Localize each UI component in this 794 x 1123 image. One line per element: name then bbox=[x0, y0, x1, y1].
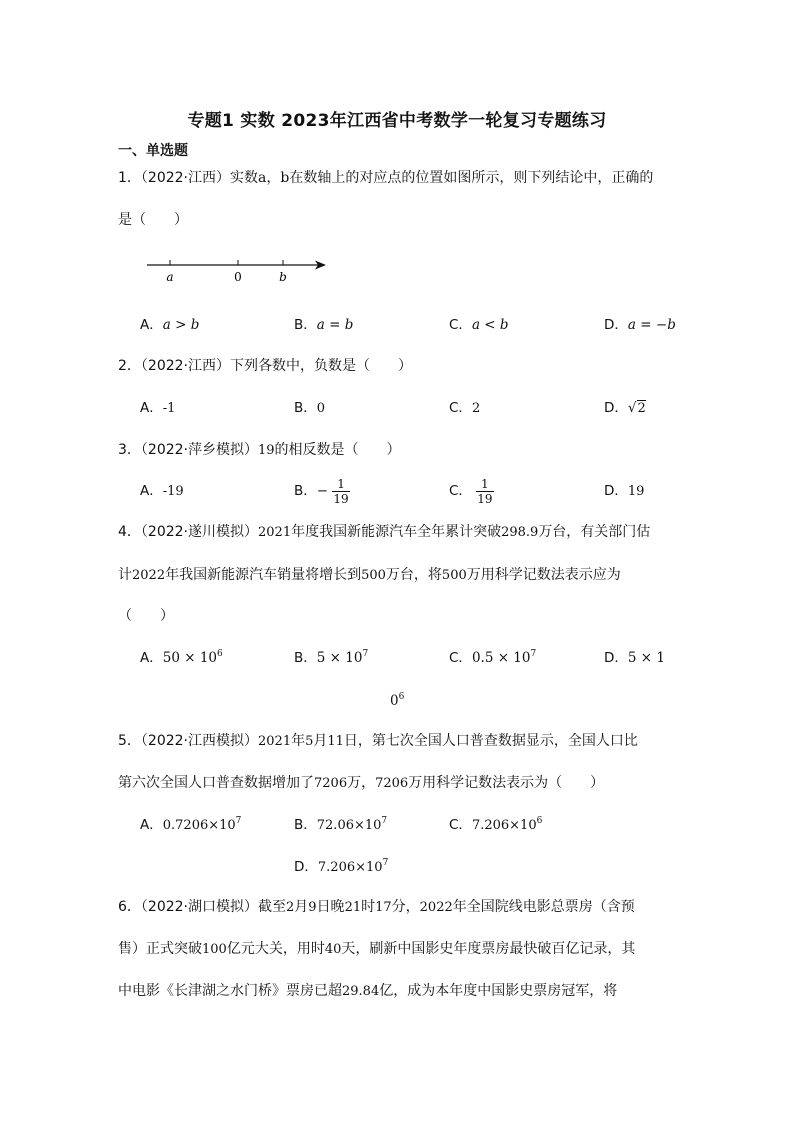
question-6-line-3: 中电影《长津湖之水门桥》票房已超29.84亿，成为本年度中国影史票房冠军，将 bbox=[118, 983, 618, 999]
q1-option-a[interactable]: A．a > b bbox=[140, 317, 200, 333]
q3-option-d[interactable]: D．19 bbox=[604, 483, 645, 499]
q2-option-c[interactable]: C．2 bbox=[449, 400, 481, 416]
question-6-line-2: 售）正式突破100亿元大关，用时40天，刷新中国影史年度票房最快破百亿记录，其 bbox=[118, 941, 636, 957]
q5-option-a[interactable]: A．$0.7206\times 10^7$ bbox=[140, 816, 242, 833]
tick-label-b: b bbox=[279, 270, 287, 284]
question-6-line-1: 6．（2022·湖口模拟）截至2月9日晚21时17分，2022年全国院线电影总票房（含预 bbox=[118, 899, 635, 915]
q5-option-c[interactable]: C．$7.206\times 10^6$ bbox=[449, 816, 543, 833]
question-4-line-3: （ ） bbox=[118, 608, 174, 624]
q4-option-d-wrap: $0^6$ bbox=[390, 692, 405, 709]
tick-label-0: 0 bbox=[234, 270, 242, 284]
section-heading: 一、单选题 bbox=[118, 143, 188, 159]
q3-option-c[interactable]: C． $\frac{1}{19}$ bbox=[449, 476, 493, 506]
question-3-line-1: 3．（2022·萍乡模拟）19的相反数是（ ） bbox=[118, 442, 401, 458]
question-4-line-2: 计2022年我国新能源汽车销量将增长到500万台，将500万用科学记数法表示应为 bbox=[118, 567, 621, 583]
question-5-line-2: 第六次全国人口普查数据增加了7206万，7206万用科学记数法表示为（ ） bbox=[118, 775, 605, 791]
q1-option-b[interactable]: B．a = b bbox=[294, 317, 354, 333]
page-title: 专题1 实数 2023年江西省中考数学一轮复习专题练习 bbox=[187, 111, 607, 131]
question-5-line-1: 5．（2022·江西模拟）2021年5月11日，第七次全国人口普查数据显示，全国人口比 bbox=[118, 733, 638, 749]
q3-option-a[interactable]: A．-19 bbox=[140, 483, 184, 499]
q5-option-b[interactable]: B．$72.06\times 10^7$ bbox=[294, 816, 388, 833]
fraction: $\frac{1}{19}$ bbox=[477, 476, 493, 506]
q5-option-d[interactable]: D．$7.206\times 10^7$ bbox=[294, 858, 389, 875]
q1-option-c[interactable]: C．a < b bbox=[449, 317, 509, 333]
question-1-line-1: 1．（2022·江西）实数a，b在数轴上的对应点的位置如图所示，则下列结论中，正确的 bbox=[118, 170, 654, 186]
q3-option-b[interactable]: B．− $\frac{1}{19}$ bbox=[294, 476, 349, 506]
q4-option-c[interactable]: C．$0.5 \times 10^7$ bbox=[449, 649, 537, 666]
q4-option-d[interactable]: D．5 × 1 bbox=[604, 650, 665, 666]
number-line-figure bbox=[140, 255, 340, 289]
question-4-line-1: 4．（2022·遂川模拟）2021年度我国新能源汽车全年累计突破298.9万台，有关部门估 bbox=[118, 524, 651, 540]
q4-option-b[interactable]: B．$5 \times 10^7$ bbox=[294, 649, 369, 666]
q2-option-b[interactable]: B．0 bbox=[294, 400, 326, 416]
square-root: √2 bbox=[627, 400, 646, 416]
q4-option-a[interactable]: A．$50 \times 10^6$ bbox=[140, 649, 223, 666]
fraction: $\frac{1}{19}$ bbox=[333, 476, 349, 506]
q2-option-d[interactable]: D．√2 bbox=[604, 400, 646, 416]
q2-option-a[interactable]: A．-1 bbox=[140, 400, 176, 416]
tick-label-a: a bbox=[166, 270, 174, 284]
question-2-line-1: 2．（2022·江西）下列各数中，负数是（ ） bbox=[118, 358, 412, 374]
q1-option-d[interactable]: D．a = −b bbox=[604, 317, 676, 333]
question-1-line-2: 是（ ） bbox=[118, 212, 188, 228]
